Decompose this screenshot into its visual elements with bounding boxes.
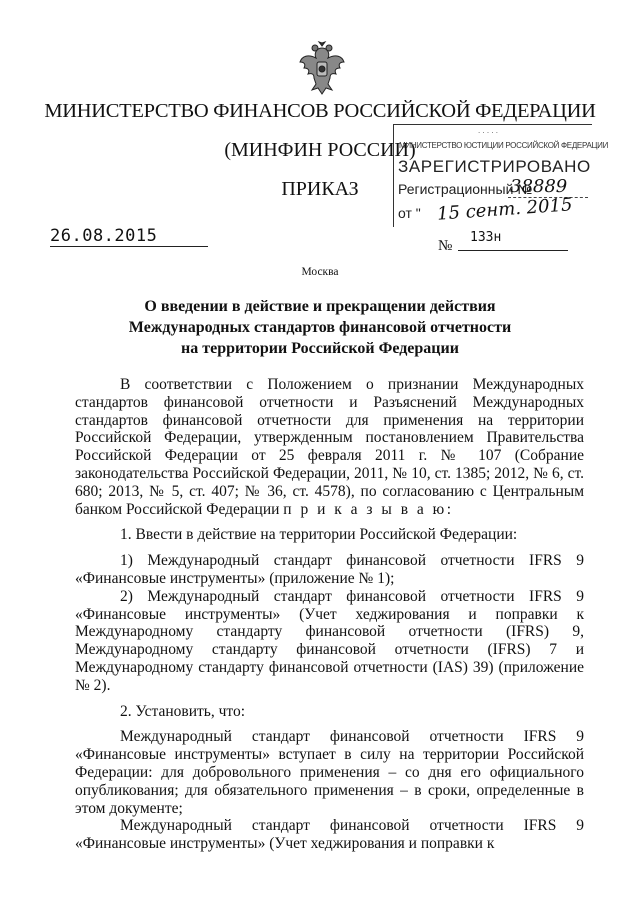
item-2-b: Международный стандарт финансовой отчетности IFRS 9 «Финансовые инструменты» (Учет хеджирования и поправки к bbox=[75, 817, 584, 853]
stamp-ministry: МИНИСТЕРСТВО ЮСТИЦИИ РОССИЙСКОЙ ФЕДЕРАЦИИ bbox=[399, 141, 609, 150]
ministry-short-name: (МИНФИН РОССИИ) bbox=[224, 139, 416, 161]
title-line-2: Международных стандартов финансовой отчетности bbox=[128, 319, 512, 336]
preamble-paragraph bbox=[75, 376, 584, 518]
number-underline bbox=[458, 250, 568, 251]
order-number: 133н bbox=[470, 230, 502, 245]
date-underline bbox=[50, 246, 208, 247]
stamp-regno-label: Регистрационный № bbox=[398, 181, 533, 197]
document-title bbox=[60, 296, 580, 359]
city: Москва bbox=[301, 266, 339, 278]
stamp-registered-label: ЗАРЕГИСТРИРОВАНО bbox=[398, 157, 591, 176]
stamp-regno-value: 38889 bbox=[510, 176, 568, 197]
item-1: 1. Ввести в действие на территории Российской Федерации: bbox=[120, 526, 518, 544]
preamble-order-word: п р и к а з ы в а ю: bbox=[283, 500, 454, 518]
stamp-from-label: от " bbox=[398, 205, 421, 221]
item-1-1: 1) Международный стандарт финансовой отчетности IFRS 9 «Финансовые инструменты» (приложение № 1); bbox=[75, 552, 584, 587]
item-1-2: 2) Международный стандарт финансовой отчетности IFRS 9 «Финансовые инструменты» (Учет хеджирования и поправки к Международному стандарту финансовой отчетности (IFRS) 9, Международному стандарту финансовой отчетности (IFRS) 7 и Международному стандарту финансовой отчетности (IAS) 39) (приложение № 2). bbox=[75, 587, 584, 694]
item-2: 2. Установить, что: bbox=[120, 702, 246, 720]
title-line-1: О введении в действие и прекращении действия bbox=[144, 298, 496, 315]
russian-coat-of-arms-icon bbox=[298, 40, 346, 98]
number-sign: № bbox=[438, 238, 453, 254]
title-line-3: на территории Российской Федерации bbox=[181, 340, 459, 357]
order-date: 26.08.2015 bbox=[50, 226, 158, 246]
item-2-a: Международный стандарт финансовой отчетности IFRS 9 «Финансовые инструменты» вступает в силу на территории Российской Федерации: для добровольного применения – со дня его официального опубликования; для обязательного применения – в сроки, определенные в этом документе; bbox=[75, 728, 584, 817]
stamp-dots: . . . . . bbox=[478, 126, 499, 135]
document-type: ПРИКАЗ bbox=[281, 178, 359, 200]
stamp-handwritten-date: 15 сент. 2015 bbox=[436, 194, 574, 225]
document-body bbox=[75, 376, 584, 853]
preamble-text: В соответствии с Положением о признании Международных стандартов финансовой отчетности и Разъяснений Международных стандартов финансовой отчетности для применения на территории Российской Федерации, утвержденным постановлением Правительства Российской Федерации от 25 февраля 2011 г. № 107 (Собрание законодательства Российской Федерации, 2011, № 10, ст. 1385; 2012, № 6, ст. 680; 2013, № 5, ст. 407; № 36, ст. 4578), по согласованию с Центральным банком Российской Федерации bbox=[75, 376, 584, 518]
ministry-name: МИНИСТЕРСТВО ФИНАНСОВ РОССИЙСКОЙ ФЕДЕРАЦИИ bbox=[44, 100, 596, 122]
